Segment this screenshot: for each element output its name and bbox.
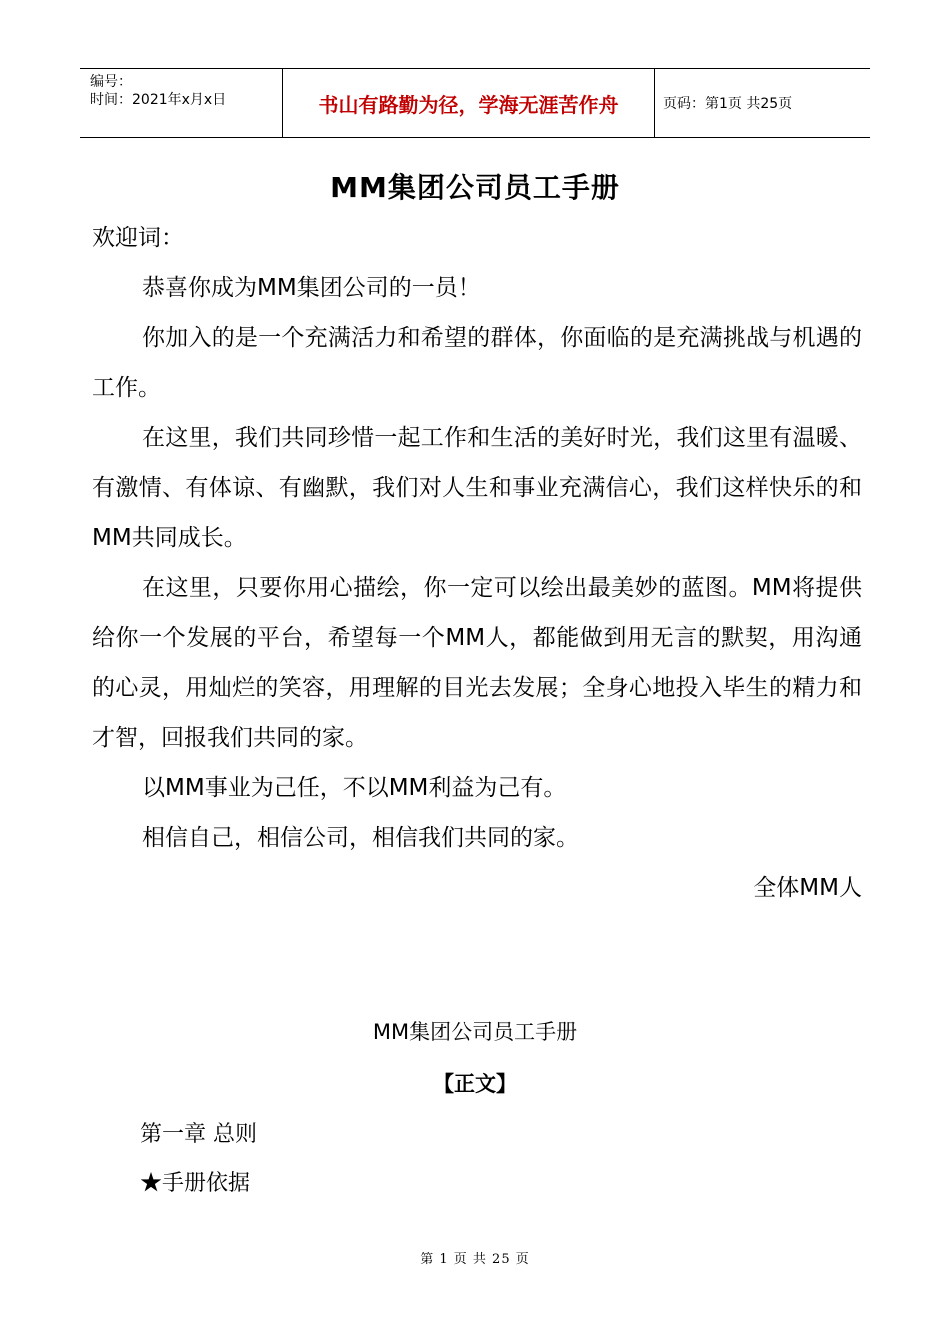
welcome-paragraph: 恭喜你成为MM集团公司的一员！ xyxy=(142,275,481,301)
header-meta xyxy=(80,69,282,137)
welcome-heading: 欢迎词： xyxy=(92,225,184,251)
header-page-info: 页码：第1页 共25页 xyxy=(663,96,793,112)
welcome-paragraph: 在这里，只要你用心描绘，你一定可以绘出最美妙的蓝图。MM将提供给你一个发展的平台，希望每一个MM人，都能做到用无言的默契，用沟通的心灵，用灿烂的笑容，用理解的目光去发展；全身心地投入毕生的精力和才智，回报我们共同的家。 xyxy=(92,575,862,751)
welcome-signature: 全体MM人 xyxy=(753,875,862,901)
welcome-paragraph: 相信自己，相信公司，相信我们共同的家。 xyxy=(142,825,579,851)
welcome-paragraph: 以MM事业为己任，不以MM利益为己有。 xyxy=(142,775,567,801)
header-motto: 书山有路勤为径，学海无涯苦作舟 xyxy=(282,69,655,137)
time-label: 时间：2021年x月x日 xyxy=(90,92,227,108)
section-label: 【正文】 xyxy=(433,1072,517,1096)
page-header xyxy=(80,68,870,138)
welcome-paragraph: 你加入的是一个充满活力和希望的群体，你面临的是充满挑战与机遇的工作。 xyxy=(92,325,862,401)
page-footer: 第 1 页 共 25 页 xyxy=(420,1252,530,1267)
number-label: 编号： xyxy=(90,74,132,90)
chapter-heading: 第一章 总则 xyxy=(140,1122,257,1147)
manual-subtitle: MM集团公司员工手册 xyxy=(372,1020,578,1044)
document-title: MM集团公司员工手册 xyxy=(330,171,620,204)
item-heading: ★手册依据 xyxy=(140,1171,251,1196)
welcome-paragraph: 在这里，我们共同珍惜一起工作和生活的美好时光，我们这里有温暖、有激情、有体谅、有幽默，我们对人生和事业充满信心，我们这样快乐的和MM共同成长。 xyxy=(92,425,862,551)
welcome-section xyxy=(92,213,862,913)
